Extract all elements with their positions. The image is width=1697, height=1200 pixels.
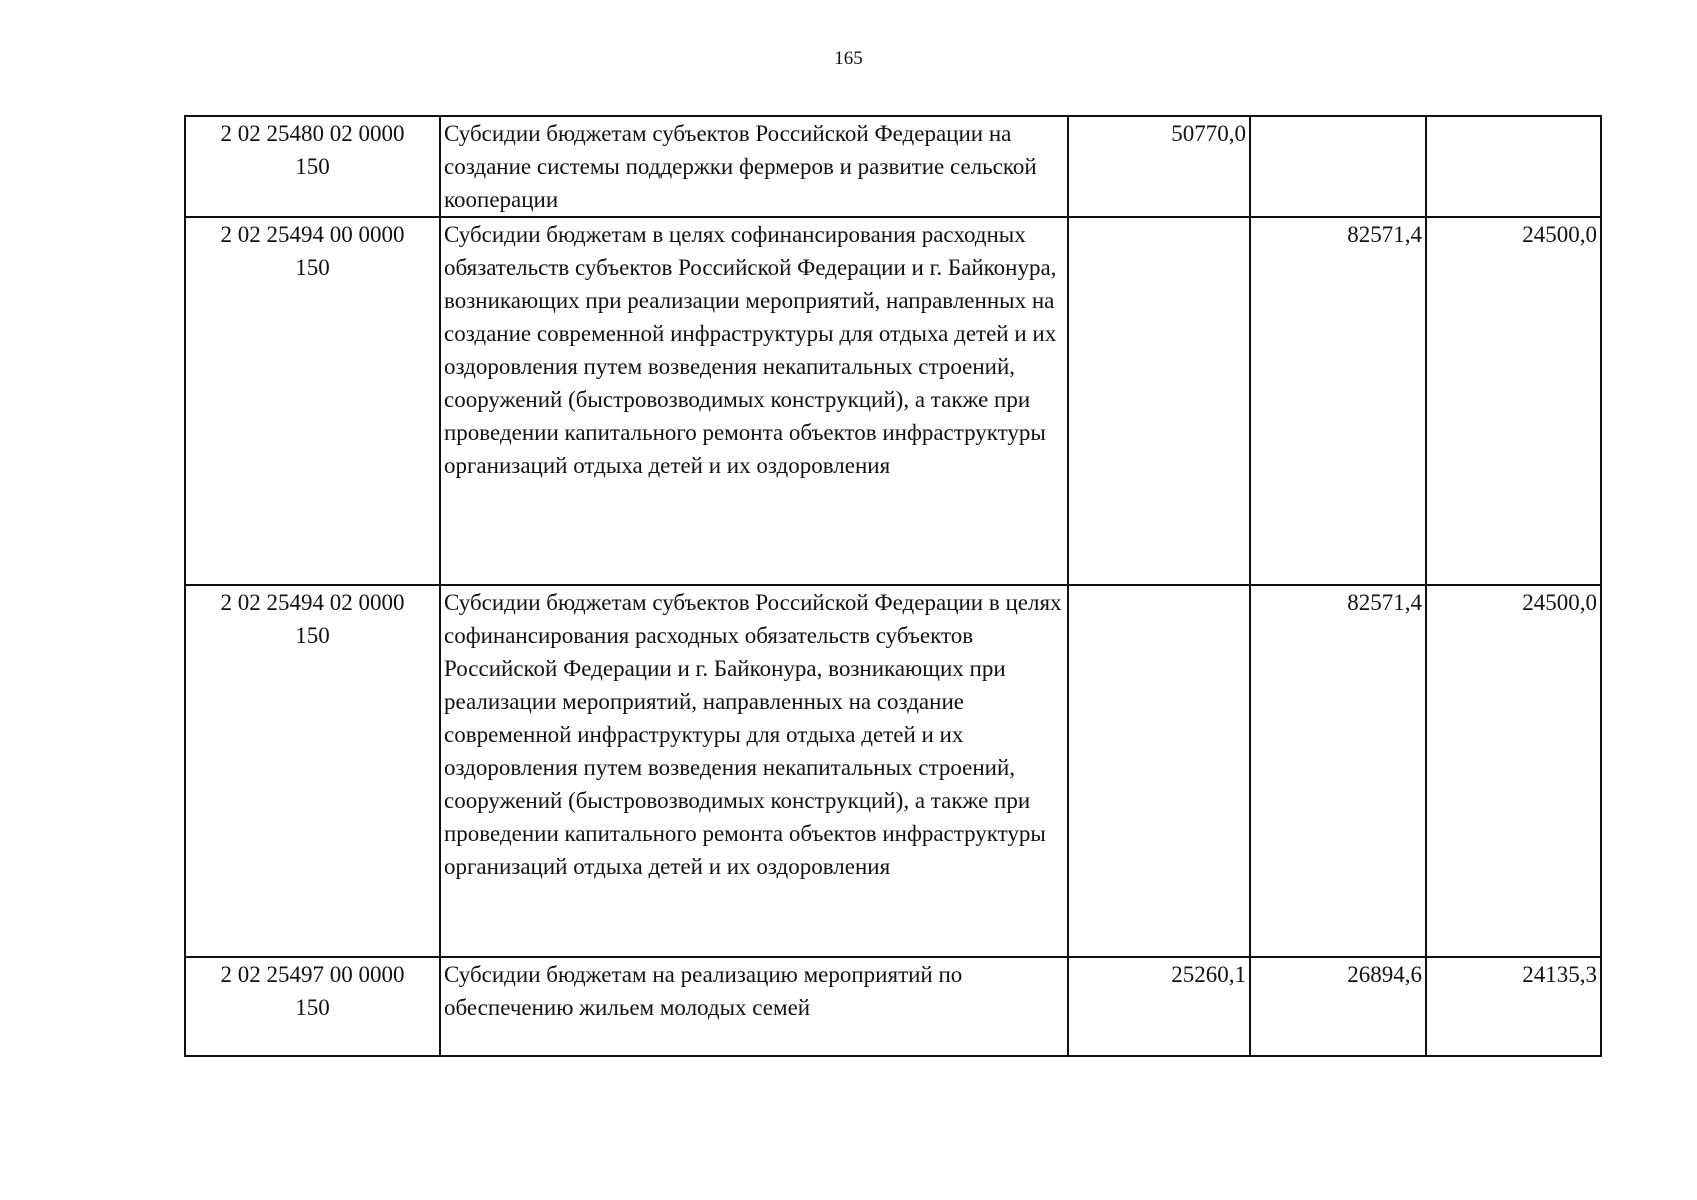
value-cell-1: 25260,1 [1068,957,1250,1056]
budget-code-suffix: 150 [295,995,330,1020]
value-cell-3: 24500,0 [1426,585,1601,957]
budget-code-suffix: 150 [295,623,330,648]
budget-code-cell [185,957,440,1056]
budget-code-suffix: 150 [295,154,330,179]
budget-code: 2 02 25494 02 0000 [220,590,405,615]
value-cell-1 [1068,217,1250,585]
budget-code-cell [185,585,440,957]
budget-code-suffix: 150 [295,255,330,280]
page-number: 165 [834,48,863,69]
description-cell: Субсидии бюджетам в целях софинансирования расходных обязательств субъектов Российской Федерации и г. Байконура, возникающих при реализации мероприятий, направленных на создание современной инфраструктуры для отдыха детей и их оздоровления путем возведения некапитальных строений, сооружений (быстровозводимых конструкций), а также при проведении капитального ремонта объектов инфраструктуры организаций отдыха детей и их оздоровления [440,217,1068,585]
budget-code-cell [185,217,440,585]
value-cell-2 [1250,116,1426,217]
value-cell-3 [1426,116,1601,217]
budget-code-cell [185,116,440,217]
value-cell-2: 26894,6 [1250,957,1426,1056]
table-row [185,585,1601,957]
table-row [185,957,1601,1056]
value-cell-2: 82571,4 [1250,585,1426,957]
budget-table [184,115,1602,1057]
value-cell-1 [1068,585,1250,957]
value-cell-2: 82571,4 [1250,217,1426,585]
description-cell: Субсидии бюджетам на реализацию мероприятий по обеспечению жильем молодых семей [440,957,1068,1056]
budget-code: 2 02 25494 00 0000 [220,222,405,247]
value-cell-3: 24500,0 [1426,217,1601,585]
value-cell-3: 24135,3 [1426,957,1601,1056]
budget-code: 2 02 25497 00 0000 [220,962,405,987]
table-row [185,116,1601,217]
value-cell-1: 50770,0 [1068,116,1250,217]
table-row [185,217,1601,585]
description-cell: Субсидии бюджетам субъектов Российской Федерации на создание системы поддержки фермеров и развитие сельской кооперации [440,116,1068,217]
description-cell: Субсидии бюджетам субъектов Российской Федерации в целях софинансирования расходных обязательств субъектов Российской Федерации и г. Байконура, возникающих при реализации мероприятий, направленных на создание современной инфраструктуры для отдыха детей и их оздоровления путем возведения некапитальных строений, сооружений (быстровозводимых конструкций), а также при проведении капитального ремонта объектов инфраструктуры организаций отдыха детей и их оздоровления [440,585,1068,957]
budget-code: 2 02 25480 02 0000 [220,121,405,146]
